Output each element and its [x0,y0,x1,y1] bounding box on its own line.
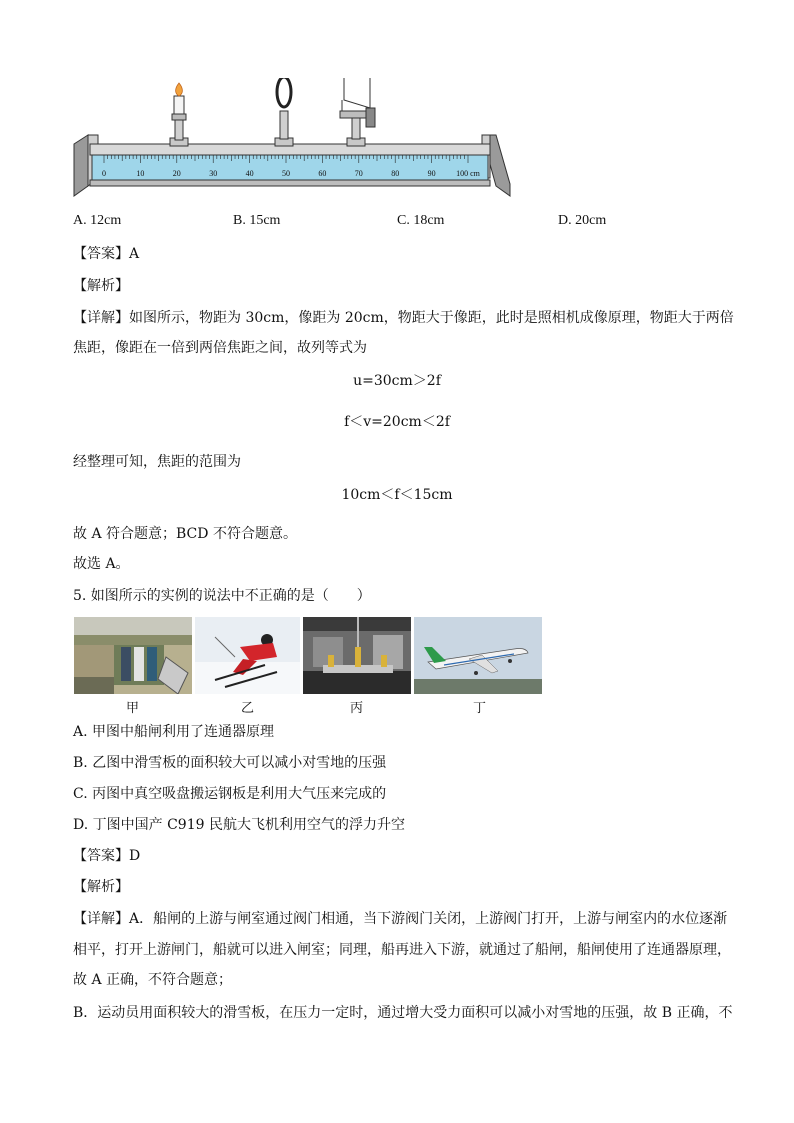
q5-analysis-tag: 【解析】 [73,879,129,895]
option-d: D. 20cm [558,213,607,228]
q4-answer-line [73,244,139,264]
photo-skier [195,617,300,694]
q4-detail-line-1 [73,308,734,328]
caption-yi: 乙 [241,701,255,716]
scale-tick-label: 20 [172,169,181,178]
scale-tick-label: 70 [354,169,363,178]
photo-c919-airplane [414,617,542,694]
caption-ding: 丁 [473,701,487,716]
q5-detail-b-1: B．运动员用面积较大的滑雪板，在压力一定时，通过增大受力面积可以减小对雪地的压强，故 B 正确，不 [73,1005,733,1021]
scale-tick-label: 10 [136,169,145,178]
light-screen [340,78,375,146]
scale-tick-label: 50 [282,169,290,178]
detail-text: A．船闸的上游与闸室通过阀门相通，当下游阀门关闭，上游阀门打开，上游与闸室内的水位逐渐 [129,911,728,927]
equation-2: f＜v=20cm＜2f [344,414,450,430]
candle [170,83,188,146]
scale-tick-label: 60 [318,169,327,178]
q4-choose: 故选 A。 [73,556,130,572]
answer-tag: 【答案】 [73,246,129,262]
answer-value: D [129,848,141,864]
caption-jia: 甲 [126,701,140,716]
photo-ship-lock [74,617,192,694]
caption-bing: 丙 [350,701,364,716]
equation-3: 10cm＜f＜15cm [341,487,453,503]
q5-option-a: A. 甲图中船闸利用了连通器原理 [73,724,275,740]
q5-detail-a-1 [73,909,727,929]
scale-tick-label: 40 [245,169,254,178]
optical-bench-figure [70,78,515,203]
q5-option-b: B. 乙图中滑雪板的面积较大可以减小对雪地的压强 [73,755,387,771]
q5-option-c: C. 丙图中真空吸盘搬运钢板是利用大气压来完成的 [73,786,387,802]
q5-detail-a-2: 相平，打开上游闸门，船就可以进入闸室；同理，船再进入下游，就通过了船闸，船闸使用了连通器原理， [73,942,731,958]
option-c: C. 18cm [397,213,445,228]
answer-value: A [129,246,140,262]
option-a: A. 12cm [73,213,122,228]
equation-1: u=30cm＞2f [353,373,441,389]
convex-lens [275,78,293,146]
option-b: B. 15cm [233,213,281,228]
q5-stem: 5. 如图所示的实例的说法中不正确的是（ ） [73,588,371,604]
scale-tick-label: 100 cm [456,169,480,178]
q4-detail-line-2: 焦距，像距在一倍到两倍焦距之间，故列等式为 [73,340,367,356]
q4-arrange: 经整理可知，焦距的范围为 [73,454,241,470]
q4-analysis-tag: 【解析】 [73,278,129,294]
detail-tag: 【详解】 [73,310,129,326]
q4-conclusion: 故 A 符合题意；BCD 不符合题意。 [73,526,297,542]
photo-vacuum-sucker [303,617,411,694]
scale-tick-label: 90 [427,169,436,178]
scale-tick-label: 30 [209,169,218,178]
answer-tag: 【答案】 [73,848,129,864]
scale-tick-label: 0 [102,169,106,178]
detail-tag: 【详解】 [73,911,129,927]
scale-tick-label: 80 [391,169,400,178]
q5-detail-a-3: 故 A 正确，不符合题意； [73,972,233,988]
detail-text: 如图所示，物距为 30cm，像距为 20cm，物距大于像距，此时是照相机成像原理，物距大于两倍 [129,310,734,326]
q5-answer-line [73,846,140,866]
q5-option-d: D. 丁图中国产 C919 民航大飞机利用空气的浮力升空 [73,817,405,833]
